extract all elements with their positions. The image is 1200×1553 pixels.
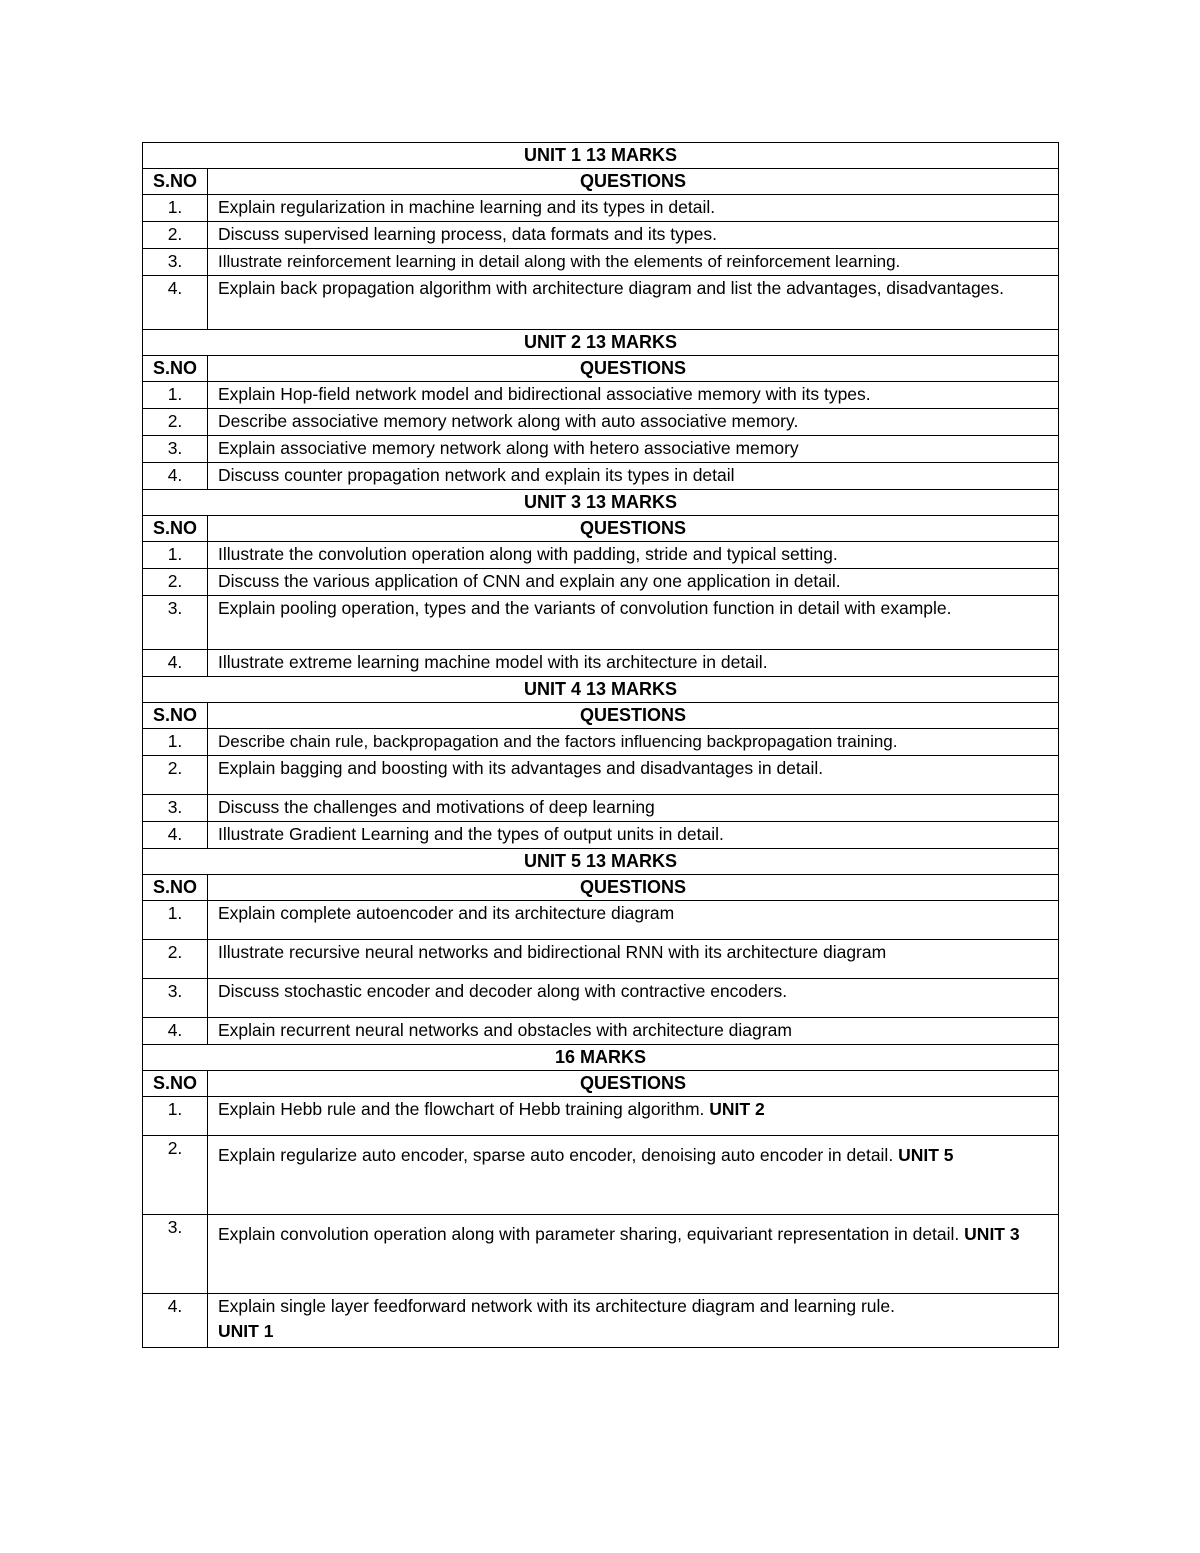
question-text: Illustrate extreme learning machine model with its architecture in detail. bbox=[208, 650, 1059, 677]
question-row bbox=[143, 276, 1059, 330]
question-row bbox=[143, 756, 1059, 795]
question-cell bbox=[208, 1136, 1059, 1215]
question-bank-sheet bbox=[142, 142, 1058, 1348]
question-row bbox=[143, 382, 1059, 409]
questions-header: QUESTIONS bbox=[208, 875, 1059, 901]
question-number: 4. bbox=[143, 1294, 208, 1348]
question-row bbox=[143, 1018, 1059, 1045]
sno-header: S.NO bbox=[143, 356, 208, 382]
question-text: Explain single layer feedforward network with its architecture diagram and learning rule. bbox=[218, 1296, 896, 1316]
question-number: 1. bbox=[143, 1097, 208, 1136]
question-text: Discuss supervised learning process, data formats and its types. bbox=[208, 222, 1059, 249]
question-row bbox=[143, 729, 1059, 756]
question-number: 1. bbox=[143, 542, 208, 569]
question-number: 4. bbox=[143, 276, 208, 330]
section-header-row bbox=[143, 143, 1059, 169]
question-number: 1. bbox=[143, 195, 208, 222]
question-text: Explain regularization in machine learning and its types in detail. bbox=[208, 195, 1059, 222]
question-row bbox=[143, 195, 1059, 222]
question-number: 1. bbox=[143, 382, 208, 409]
question-text: Explain associative memory network along with hetero associative memory bbox=[208, 436, 1059, 463]
question-number: 1. bbox=[143, 729, 208, 756]
question-row bbox=[143, 542, 1059, 569]
sno-header: S.NO bbox=[143, 875, 208, 901]
question-number: 4. bbox=[143, 650, 208, 677]
column-header-row bbox=[143, 875, 1059, 901]
question-number: 4. bbox=[143, 822, 208, 849]
section-header-row bbox=[143, 1045, 1059, 1071]
question-text: Discuss the various application of CNN and explain any one application in detail. bbox=[208, 569, 1059, 596]
question-number: 3. bbox=[143, 596, 208, 650]
question-row bbox=[143, 795, 1059, 822]
column-header-row bbox=[143, 516, 1059, 542]
question-text: Explain Hebb rule and the flowchart of Hebb training algorithm. bbox=[218, 1099, 705, 1119]
section-header-row bbox=[143, 677, 1059, 703]
question-text: Describe associative memory network along with auto associative memory. bbox=[208, 409, 1059, 436]
section-header-row bbox=[143, 330, 1059, 356]
question-row bbox=[143, 822, 1059, 849]
section-title: UNIT 1 13 MARKS bbox=[143, 143, 1059, 169]
question-row bbox=[143, 1215, 1059, 1294]
question-number: 4. bbox=[143, 463, 208, 490]
question-number: 1. bbox=[143, 901, 208, 940]
section-title: 16 MARKS bbox=[143, 1045, 1059, 1071]
question-text: Illustrate reinforcement learning in detail along with the elements of reinforcement learning. bbox=[208, 249, 1059, 276]
question-row bbox=[143, 249, 1059, 276]
question-row bbox=[143, 409, 1059, 436]
question-row bbox=[143, 650, 1059, 677]
question-number: 2. bbox=[143, 940, 208, 979]
section-title: UNIT 2 13 MARKS bbox=[143, 330, 1059, 356]
questions-header: QUESTIONS bbox=[208, 703, 1059, 729]
question-row bbox=[143, 901, 1059, 940]
question-number: 2. bbox=[143, 222, 208, 249]
question-text: Illustrate recursive neural networks and bidirectional RNN with its architecture diagram bbox=[208, 940, 1059, 979]
question-row bbox=[143, 1097, 1059, 1136]
unit-tag: UNIT 1 bbox=[218, 1321, 274, 1341]
sno-header: S.NO bbox=[143, 1071, 208, 1097]
question-row bbox=[143, 569, 1059, 596]
sno-header: S.NO bbox=[143, 516, 208, 542]
question-text: Illustrate Gradient Learning and the types of output units in detail. bbox=[208, 822, 1059, 849]
question-text: Explain recurrent neural networks and obstacles with architecture diagram bbox=[208, 1018, 1059, 1045]
question-text: Explain bagging and boosting with its advantages and disadvantages in detail. bbox=[208, 756, 1059, 795]
question-cell bbox=[208, 1294, 1059, 1348]
question-text: Explain regularize auto encoder, sparse auto encoder, denoising auto encoder in detail. bbox=[218, 1145, 894, 1165]
question-number: 2. bbox=[143, 569, 208, 596]
question-cell bbox=[208, 1097, 1059, 1136]
column-header-row bbox=[143, 356, 1059, 382]
question-row bbox=[143, 940, 1059, 979]
question-row bbox=[143, 596, 1059, 650]
question-number: 3. bbox=[143, 795, 208, 822]
question-number: 3. bbox=[143, 249, 208, 276]
question-number: 4. bbox=[143, 1018, 208, 1045]
question-number: 2. bbox=[143, 756, 208, 795]
questions-header: QUESTIONS bbox=[208, 516, 1059, 542]
sno-header: S.NO bbox=[143, 169, 208, 195]
question-number: 3. bbox=[143, 1215, 208, 1294]
question-text: Illustrate the convolution operation along with padding, stride and typical setting. bbox=[208, 542, 1059, 569]
column-header-row bbox=[143, 169, 1059, 195]
section-title: UNIT 3 13 MARKS bbox=[143, 490, 1059, 516]
section-header-row bbox=[143, 490, 1059, 516]
question-text: Explain complete autoencoder and its architecture diagram bbox=[208, 901, 1059, 940]
questions-header: QUESTIONS bbox=[208, 356, 1059, 382]
question-number: 2. bbox=[143, 1136, 208, 1215]
unit-tag: UNIT 2 bbox=[709, 1099, 765, 1119]
question-text: Discuss stochastic encoder and decoder along with contractive encoders. bbox=[208, 979, 1059, 1018]
section-title: UNIT 5 13 MARKS bbox=[143, 849, 1059, 875]
column-header-row bbox=[143, 703, 1059, 729]
section-title: UNIT 4 13 MARKS bbox=[143, 677, 1059, 703]
question-row bbox=[143, 1136, 1059, 1215]
questions-header: QUESTIONS bbox=[208, 1071, 1059, 1097]
column-header-row bbox=[143, 1071, 1059, 1097]
sno-header: S.NO bbox=[143, 703, 208, 729]
question-row bbox=[143, 222, 1059, 249]
question-text: Explain pooling operation, types and the variants of convolution function in detail with example. bbox=[208, 596, 1059, 650]
question-text: Explain convolution operation along with parameter sharing, equivariant representation in detail. bbox=[218, 1224, 960, 1244]
section-header-row bbox=[143, 849, 1059, 875]
question-text: Describe chain rule, backpropagation and the factors influencing backpropagation training. bbox=[208, 729, 1059, 756]
question-cell bbox=[208, 1215, 1059, 1294]
question-text: Explain back propagation algorithm with architecture diagram and list the advantages, disadvantages. bbox=[208, 276, 1059, 330]
question-text: Discuss counter propagation network and explain its types in detail bbox=[208, 463, 1059, 490]
question-bank-table bbox=[142, 142, 1059, 1348]
question-number: 2. bbox=[143, 409, 208, 436]
question-number: 3. bbox=[143, 436, 208, 463]
question-text: Discuss the challenges and motivations of deep learning bbox=[208, 795, 1059, 822]
question-row bbox=[143, 1294, 1059, 1348]
unit-tag: UNIT 3 bbox=[964, 1224, 1020, 1244]
question-text: Explain Hop-field network model and bidirectional associative memory with its types. bbox=[208, 382, 1059, 409]
question-row bbox=[143, 463, 1059, 490]
unit-tag: UNIT 5 bbox=[898, 1145, 954, 1165]
question-row bbox=[143, 436, 1059, 463]
questions-header: QUESTIONS bbox=[208, 169, 1059, 195]
question-number: 3. bbox=[143, 979, 208, 1018]
question-row bbox=[143, 979, 1059, 1018]
